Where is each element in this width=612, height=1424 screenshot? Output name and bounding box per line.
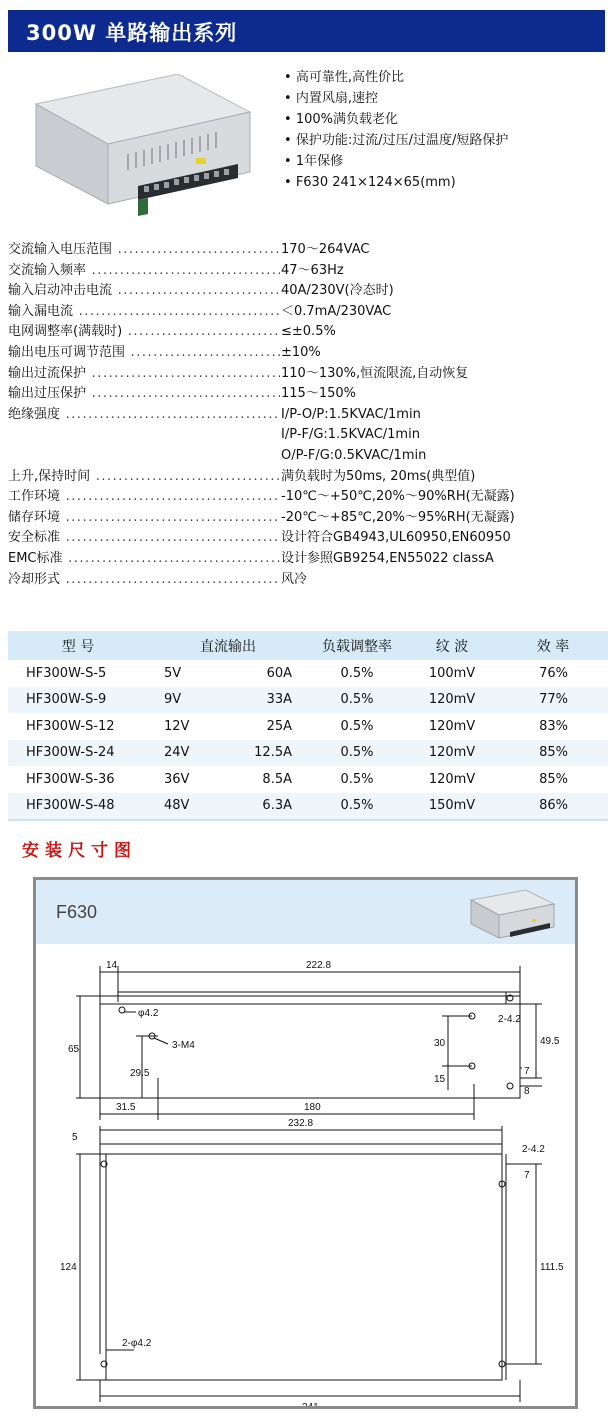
- install-dimensions-title: 安装尺寸图: [22, 841, 137, 861]
- dim-49-5: 49.5: [540, 1036, 560, 1047]
- spec-label: EMC标准 .....: [8, 549, 280, 570]
- spec-value: O/P-F/G:0.5KVAC/1min: [281, 446, 426, 467]
- cell-voltage: 12V: [164, 718, 190, 734]
- spec-value: 满负载时为50ms, 20ms(典型值): [281, 467, 475, 488]
- table-header-row: [8, 631, 608, 660]
- dim-180: 180: [304, 1102, 321, 1113]
- cell-efficiency: 77%: [539, 692, 568, 708]
- spec-label: 上升,保持时间 .....: [8, 467, 280, 488]
- feature-list: [284, 67, 604, 193]
- dim-phi-4-2: φ4.2: [138, 1008, 159, 1019]
- cell-load-regulation: 0.5%: [340, 798, 374, 814]
- spec-value: 设计参照GB9254,EN55022 classA: [281, 549, 494, 570]
- cell-load-regulation: 0.5%: [340, 692, 374, 708]
- spec-value: I/P-F/G:1.5KVAC/1min: [281, 425, 420, 446]
- page-title: 300W 单路输出系列: [26, 21, 238, 45]
- dim-65: 65: [68, 1044, 80, 1055]
- cell-efficiency: 85%: [539, 745, 568, 761]
- spec-value: -20℃～+85℃,20%～95%RH(无凝露): [281, 508, 515, 529]
- dim-31-5: 31.5: [116, 1102, 136, 1113]
- drawing-model-label: F630: [56, 902, 98, 922]
- dim-7-front: 7: [524, 1170, 530, 1181]
- cell-voltage: 36V: [164, 771, 190, 787]
- dim-232-8: 232.8: [288, 1118, 314, 1129]
- spec-value: ≤±0.5%: [281, 322, 336, 343]
- dim-29-5: 29.5: [130, 1068, 150, 1079]
- cell-efficiency: 83%: [539, 718, 568, 734]
- spec-row: [8, 261, 608, 282]
- cell-voltage: 5V: [164, 665, 182, 681]
- table-row: [8, 766, 608, 793]
- table-row: [8, 713, 608, 740]
- cell-load-regulation: 0.5%: [340, 745, 374, 761]
- spec-label: 输入启动冲击电流 .....: [8, 281, 280, 302]
- spec-row: [8, 508, 608, 529]
- spec-value: 170～264VAC: [281, 240, 369, 261]
- header-efficiency: 效 率: [536, 638, 570, 655]
- cell-model: HF300W-S-24: [26, 745, 115, 761]
- cell-ripple: 120mV: [428, 718, 476, 734]
- spec-label: 输出过压保护 .....: [8, 384, 280, 405]
- spec-value: 115～150%: [281, 384, 356, 405]
- spec-row: [8, 384, 608, 405]
- spec-row: [8, 405, 608, 426]
- spec-value: 40A/230V(冷态时): [281, 281, 394, 302]
- dim-30: 30: [434, 1038, 446, 1049]
- table-row: [8, 687, 608, 714]
- dim-14: 14: [106, 960, 118, 971]
- spec-row: [8, 570, 608, 591]
- cell-model: HF300W-S-12: [26, 718, 115, 734]
- feature-item: • 保护功能:过流/过压/过温度/短路保护: [284, 130, 604, 151]
- drawing-product-thumbnail: [468, 888, 556, 942]
- dim-7-top: 7: [524, 1066, 530, 1077]
- model-table-wrap: [8, 631, 608, 821]
- spec-row: [8, 467, 608, 488]
- cell-voltage: 24V: [164, 745, 190, 761]
- spec-label: 安全标准 .....: [8, 528, 280, 549]
- top-view-outline: [100, 996, 520, 1098]
- table-bottom-rule: [8, 819, 608, 821]
- spec-value: 47～63Hz: [281, 261, 344, 282]
- cell-efficiency: 76%: [539, 665, 568, 681]
- cell-model: HF300W-S-9: [26, 692, 107, 708]
- spec-row: [8, 487, 608, 508]
- dim-8: 8: [524, 1086, 530, 1097]
- cell-efficiency: 86%: [539, 798, 568, 814]
- title-bar: [8, 10, 605, 52]
- spec-value: ＜0.7mA/230VAC: [281, 302, 391, 323]
- spec-list: [8, 240, 608, 590]
- spec-row: [8, 528, 608, 549]
- dimension-drawing: [33, 877, 578, 1412]
- cell-voltage: 9V: [164, 692, 182, 708]
- spec-value: 设计符合GB4943,UL60950,EN60950: [281, 528, 511, 549]
- spec-value: ±10%: [281, 343, 321, 364]
- drawing-header: [36, 880, 575, 944]
- feature-item: • 100%满负载老化: [284, 109, 604, 130]
- spec-label: 交流输入电压范围 .....: [8, 240, 280, 261]
- cell-ripple: 120mV: [428, 745, 476, 761]
- cell-current: 25A: [266, 718, 292, 734]
- dim-3-m4: 3-M4: [172, 1040, 195, 1051]
- cell-current: 8.5A: [262, 771, 292, 787]
- cell-current: 6.3A: [262, 798, 292, 814]
- spec-label: 绝缘强度 .....: [8, 405, 280, 426]
- cell-model: HF300W-S-48: [26, 798, 115, 814]
- table-row: [8, 660, 608, 687]
- table-row: [8, 793, 608, 820]
- spec-row: [8, 240, 608, 261]
- cell-load-regulation: 0.5%: [340, 771, 374, 787]
- cell-current: 33A: [266, 692, 292, 708]
- spec-label: 交流输入频率 .....: [8, 261, 280, 282]
- dim-2-4-2-front: 2-4.2: [522, 1144, 545, 1155]
- spec-row: [8, 549, 608, 570]
- feature-item: • 高可靠性,高性价比: [284, 67, 604, 88]
- dim-111-5: 111.5: [540, 1262, 564, 1273]
- dim-241: 241: [302, 1402, 319, 1412]
- cell-ripple: 100mV: [428, 665, 476, 681]
- cell-model: HF300W-S-36: [26, 771, 115, 787]
- product-photo: [28, 74, 258, 224]
- cell-model: HF300W-S-5: [26, 665, 107, 681]
- spec-row: [8, 281, 608, 302]
- cell-ripple: 150mV: [428, 798, 476, 814]
- spec-row: [8, 302, 608, 323]
- spec-value: 110～130%,恒流限流,自动恢复: [281, 364, 468, 385]
- header-model: 型 号: [61, 638, 95, 655]
- cell-efficiency: 85%: [539, 771, 568, 787]
- spec-row: [8, 322, 608, 343]
- spec-row: [8, 343, 608, 364]
- front-view-flange: [100, 1144, 502, 1154]
- dim-222-8: 222.8: [306, 960, 332, 971]
- feature-item: • 内置风扇,速控: [284, 88, 604, 109]
- spec-label: 输出电压可调节范围 .....: [8, 343, 280, 364]
- dim-5: 5: [72, 1132, 78, 1143]
- model-table: [8, 631, 608, 819]
- spec-row: [8, 364, 608, 385]
- cell-current: 60A: [266, 665, 292, 681]
- feature-item: • 1年保修: [284, 151, 604, 172]
- dim-2-4-2-top: 2-4.2: [498, 1014, 521, 1025]
- spec-label: 输出过流保护 .....: [8, 364, 280, 385]
- dim-2-phi-4-2: 2-φ4.2: [122, 1338, 152, 1349]
- header-load-regulation: 负载调整率: [322, 638, 392, 655]
- header-dc-output: 直流输出: [200, 638, 256, 655]
- spec-value: I/P-O/P:1.5KVAC/1min: [281, 405, 421, 426]
- spec-label: 储存环境 .....: [8, 508, 280, 529]
- dim-124: 124: [60, 1262, 77, 1273]
- spec-row: [8, 446, 608, 467]
- dimension-labels: [60, 960, 564, 1412]
- table-row: [8, 740, 608, 767]
- spec-value: 风冷: [281, 570, 307, 591]
- cell-ripple: 120mV: [428, 692, 476, 708]
- front-view-outline: [106, 1154, 502, 1380]
- spec-label: 输入漏电流 .....: [8, 302, 280, 323]
- spec-row: [8, 425, 608, 446]
- feature-item: • F630 241×124×65(mm): [284, 172, 604, 193]
- spec-label: 电网调整率(满载时) .....: [8, 322, 280, 343]
- dimension-drawing-svg: [36, 944, 575, 1412]
- cell-load-regulation: 0.5%: [340, 665, 374, 681]
- header-ripple: 纹 波: [435, 638, 469, 655]
- spec-label: 冷却形式 .....: [8, 570, 280, 591]
- spec-value: -10℃～+50℃,20%～90%RH(无凝露): [281, 487, 515, 508]
- spec-label: 工作环境 .....: [8, 487, 280, 508]
- cell-ripple: 120mV: [428, 771, 476, 787]
- cell-voltage: 48V: [164, 798, 190, 814]
- cell-load-regulation: 0.5%: [340, 718, 374, 734]
- dim-15: 15: [434, 1074, 446, 1085]
- cell-current: 12.5A: [254, 745, 292, 761]
